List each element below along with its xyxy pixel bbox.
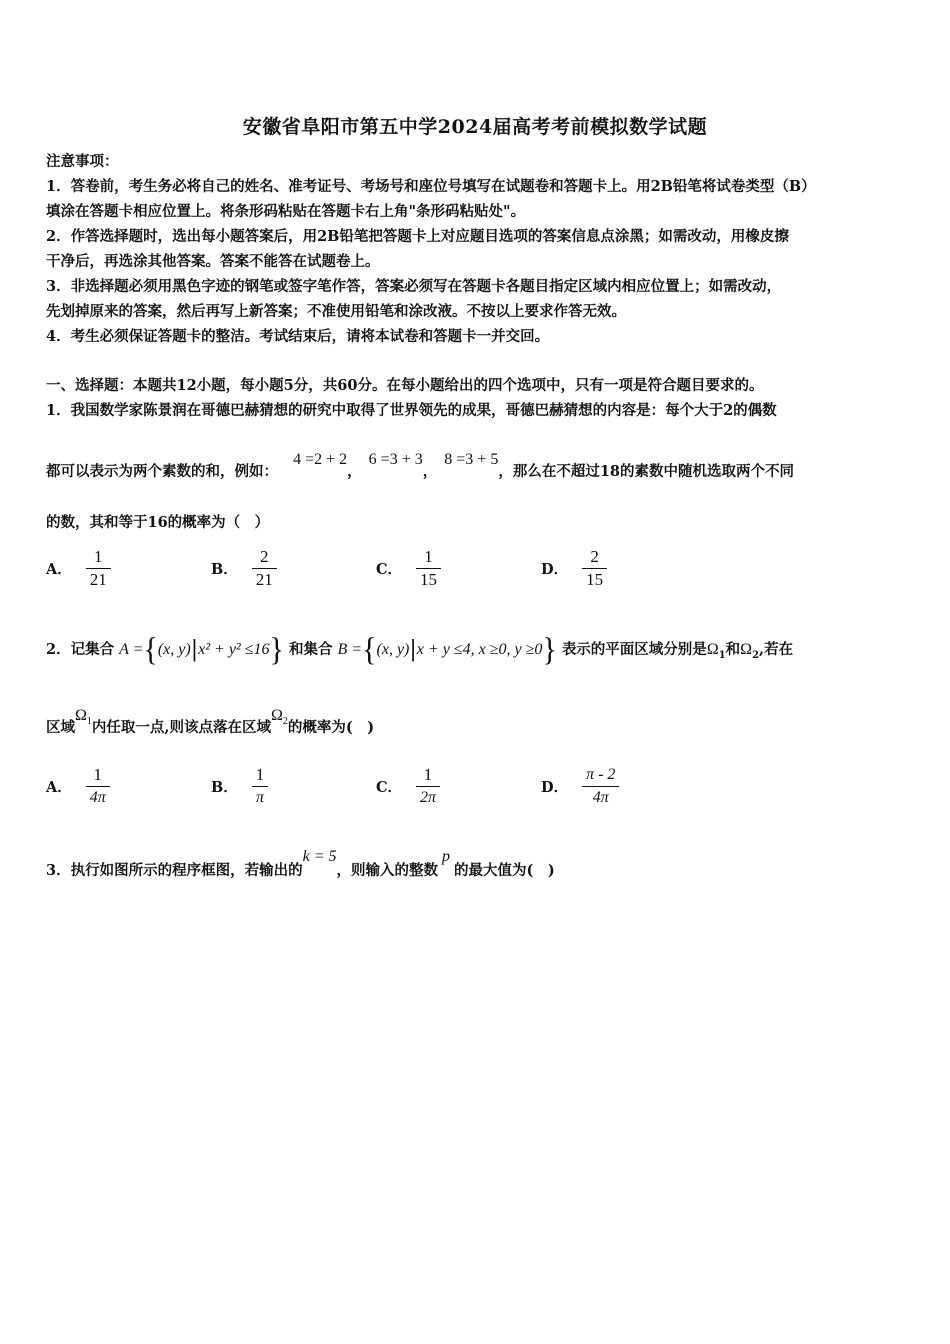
numerator: 1	[255, 765, 265, 784]
omega-1-sub: 1	[718, 649, 726, 661]
omega-2	[271, 706, 288, 732]
q2-option-a[interactable]	[46, 764, 110, 809]
section-heading: 一、选择题：本题共12小题，每小题5分，共60分。在每小题给出的四个选项中，只有一项是符合题目要求的。	[46, 377, 764, 394]
numerator: 1	[94, 547, 103, 566]
set-b-name: B =	[337, 641, 363, 658]
denominator: 21	[255, 570, 273, 589]
fraction	[252, 764, 269, 809]
set-a-condition: x² + y² ≤16	[198, 641, 270, 658]
q1-option-c[interactable]	[376, 546, 441, 591]
q2-text: 内任取一点,则该点落在区域	[91, 719, 271, 736]
set-b-element: (x, y)	[376, 641, 410, 658]
denominator: 4π	[89, 789, 106, 806]
q1-eq2: 6 =3 + 3	[368, 451, 423, 468]
option-label: B．	[211, 561, 238, 578]
q2-option-d[interactable]	[541, 764, 619, 809]
fraction	[416, 764, 440, 809]
numerator: 1	[423, 765, 433, 784]
q2-text: ,若在	[759, 641, 794, 658]
q1-option-d[interactable]	[541, 546, 607, 591]
set-a-name: A =	[119, 641, 144, 658]
q1-option-a[interactable]	[46, 546, 111, 591]
notice-line: 4．考生必须保证答题卡的整洁。考试结束后，请将本试卷和答题卡一并交回。	[46, 328, 550, 345]
comma: ，	[422, 463, 438, 480]
q2-option-c[interactable]	[376, 764, 440, 809]
q2-line2	[46, 707, 906, 744]
q1-line3: 的数，其和等于16的概率为（ ）	[46, 514, 270, 531]
q3-text: 3．执行如图所示的程序框图，若输出的	[46, 862, 303, 879]
notice-line: 1．答卷前，考生务必将自己的姓名、准考证号、考场号和座位号填写在试题卷和答题卡上。用2B铅笔将试卷类型（B）	[46, 178, 816, 195]
omega-sub: 2	[282, 716, 288, 728]
notice-line: 填涂在答题卡相应位置上。将条形码粘贴在答题卡右上角"条形码粘贴处"。	[46, 203, 526, 220]
numerator: 1	[424, 547, 433, 566]
notice-heading: 注意事项：	[46, 153, 119, 170]
q1-text: 都可以表示为两个素数的和，例如：	[46, 463, 278, 480]
option-label: C．	[376, 561, 403, 578]
notice-line: 3．非选择题必须用黑色字迹的钢笔或签字笔作答，答案必须写在答题卡各题目指定区域内相应位置上；如需改动，	[46, 278, 782, 295]
q1-option-b[interactable]	[211, 546, 277, 591]
q1-eq1: 4 =2 + 2	[293, 451, 348, 468]
q3-k: k = 5	[302, 848, 337, 865]
option-label: A．	[46, 561, 72, 578]
q2-text: 的概率为( )	[287, 719, 375, 736]
fraction	[252, 546, 277, 591]
option-label: D．	[541, 779, 569, 796]
omega-2-sub: 2	[752, 649, 760, 661]
option-label: C．	[376, 779, 403, 796]
notice-line: 2．作答选择题时，选出每小题答案后，用2B铅笔把答题卡上对应题目选项的答案信息点涂黑；如需改动，用橡皮擦	[46, 228, 789, 245]
q2-text: 和集合	[288, 641, 333, 658]
fraction	[416, 546, 441, 591]
q2-text: 2．记集合	[46, 641, 115, 658]
omega-symbol: Ω	[270, 707, 283, 724]
denominator: 21	[89, 570, 107, 589]
notice-line: 先划掉原来的答案，然后再写上新答案；不准使用铅笔和涂改液。不按以上要求作答无效。	[46, 303, 626, 320]
omega-1	[75, 706, 92, 732]
omega-1: Ω	[706, 641, 719, 658]
denominator: 4π	[592, 789, 609, 806]
option-label: D．	[541, 561, 569, 578]
q1-line2	[46, 451, 906, 482]
q2-line1: 2．记集合 A ={(x, y)|x² + y² ≤16} 和集合 B ={(x, y)|x + y ≤4, x ≥0, y ≥0} 表示的平面区域分别是$\Omega_1$和$\Omega_2$,若在	[46, 631, 794, 668]
q2-text: 和	[725, 641, 741, 658]
omega-sub: 1	[86, 716, 92, 728]
q2-text: 表示的平面区域分别是	[561, 641, 707, 658]
numerator: 2	[590, 547, 599, 566]
numerator: π - 2	[586, 766, 616, 783]
set-a-element: (x, y)	[157, 641, 191, 658]
q3-p: p	[442, 848, 450, 865]
q2-text: 区域	[46, 719, 75, 736]
q1-line1: 1．我国数学家陈景润在哥德巴赫猜想的研究中取得了世界领先的成果，哥德巴赫猜想的内容是：每个大于2的偶数	[46, 402, 777, 419]
set-b-condition: x + y ≤4, x ≥0, y ≥0	[416, 641, 543, 658]
option-label: A．	[46, 779, 72, 796]
numerator: 2	[260, 547, 269, 566]
fraction	[86, 764, 110, 809]
denominator: 2π	[420, 789, 437, 806]
denominator: π	[256, 789, 265, 806]
fraction	[86, 546, 111, 591]
denominator: 15	[586, 570, 604, 589]
fraction	[582, 764, 619, 809]
omega-symbol: Ω	[75, 707, 87, 724]
q2-option-b[interactable]	[211, 764, 268, 809]
numerator: 1	[93, 765, 103, 784]
comma: ，	[347, 463, 362, 480]
option-label: B．	[211, 779, 238, 796]
q3-text: 的最大值为( )	[454, 862, 555, 879]
q1-eq3: 8 =3 + 5	[444, 451, 499, 468]
denominator: 15	[420, 570, 438, 589]
fraction	[582, 546, 607, 591]
q1-text: ，那么在不超过18的素数中随机选取两个不同	[498, 463, 795, 480]
notice-line: 干净后，再选涂其他答案。答案不能答在试题卷上。	[46, 253, 380, 270]
q3-text: ，则输入的整数	[336, 862, 438, 879]
q3-line1	[46, 848, 906, 881]
omega-2: Ω	[740, 641, 753, 658]
exam-title: 安徽省阜阳市第五中学2024届高考考前模拟数学试题	[242, 116, 708, 138]
